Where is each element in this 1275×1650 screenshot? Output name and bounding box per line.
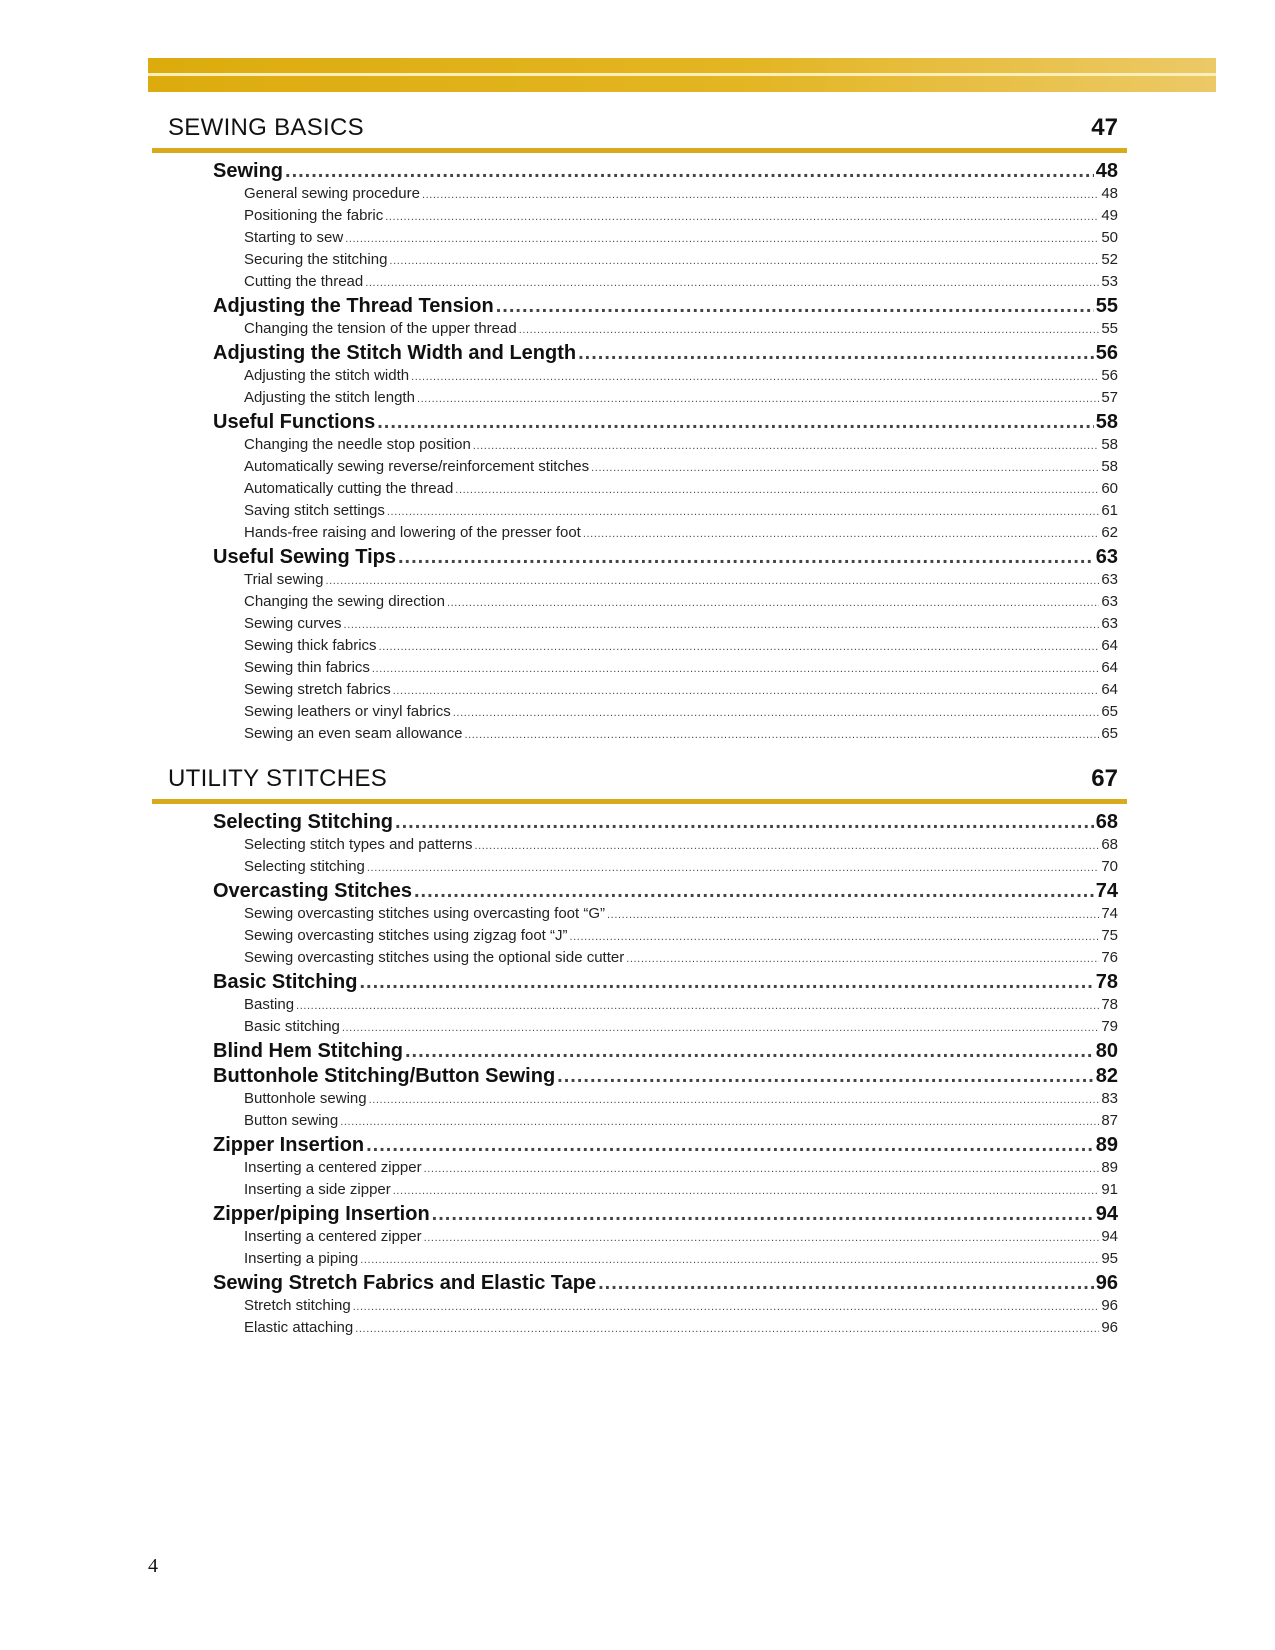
toc-entry-label: Stretch stitching <box>244 1297 351 1314</box>
toc-section-entry <box>213 1271 1118 1295</box>
toc-dot-leader <box>474 835 1099 857</box>
toc-dot-leader <box>417 388 1099 410</box>
chapter-sewing-basics <box>152 112 1127 745</box>
toc-subsection-entry <box>213 1088 1118 1110</box>
toc-entry-page: 48 <box>1101 185 1118 202</box>
toc-entry-label: Adjusting the Stitch Width and Length <box>213 342 577 364</box>
toc-subsection-entry <box>213 1110 1118 1132</box>
toc-section-entry <box>213 545 1118 569</box>
toc-entry-page: 89 <box>1095 1134 1118 1156</box>
toc-subsection-entry <box>213 478 1118 500</box>
toc-entry-page: 64 <box>1101 637 1118 654</box>
toc-dot-leader <box>607 904 1099 926</box>
toc-dot-leader <box>591 457 1099 479</box>
toc-dot-leader <box>372 658 1099 680</box>
toc-dot-leader <box>387 501 1099 523</box>
toc-dot-leader <box>359 970 1093 994</box>
toc-dot-leader <box>447 592 1099 614</box>
toc-subsection-entry <box>213 1248 1118 1270</box>
toc-section-entry <box>213 1064 1118 1088</box>
toc-entry-page: 63 <box>1101 615 1118 632</box>
toc-entry-page: 80 <box>1095 1040 1118 1062</box>
toc-entry-label: Button sewing <box>244 1112 339 1129</box>
toc-entry-label: Overcasting Stitches <box>213 880 412 902</box>
toc-entry-page: 58 <box>1095 411 1118 433</box>
toc-subsection-entry <box>213 1295 1118 1317</box>
toc-section-entry <box>213 159 1118 183</box>
toc-subsection-entry <box>213 434 1118 456</box>
toc-entry-page: 70 <box>1101 858 1118 875</box>
toc-dot-leader <box>598 1271 1094 1295</box>
toc-entry-label: Cutting the thread <box>244 273 364 290</box>
toc-entry-page: 96 <box>1101 1319 1118 1336</box>
toc-entry-label: Adjusting the stitch length <box>244 389 415 406</box>
toc-entry-label: Sewing <box>213 160 284 182</box>
toc-entry-page: 89 <box>1101 1159 1118 1176</box>
toc-dot-leader <box>369 1089 1100 1111</box>
toc-entry-page: 56 <box>1095 342 1118 364</box>
chapter-utility-stitches <box>152 763 1127 1339</box>
toc-dot-leader <box>455 479 1099 501</box>
toc-dot-leader <box>453 702 1100 724</box>
toc-dot-leader <box>398 545 1094 569</box>
toc-section-entry <box>213 341 1118 365</box>
toc-dot-leader <box>345 228 1099 250</box>
toc-dot-leader <box>432 1202 1094 1226</box>
toc-subsection-entry <box>213 205 1118 227</box>
toc-entry-page: 78 <box>1101 996 1118 1013</box>
toc-entry-label: Changing the sewing direction <box>244 593 445 610</box>
toc-entry-label: Sewing overcasting stitches using zigzag foot “J” <box>244 927 568 944</box>
toc-entry-page: 57 <box>1101 389 1118 406</box>
toc-dot-leader <box>473 435 1099 457</box>
toc-entry-page: 61 <box>1101 502 1118 519</box>
toc-subsection-entry <box>213 657 1118 679</box>
toc-entry-page: 76 <box>1101 949 1118 966</box>
toc-entry-label: Positioning the fabric <box>244 207 384 224</box>
toc-entry-label: Changing the tension of the upper thread <box>244 320 517 337</box>
toc-dot-leader <box>411 366 1099 388</box>
toc-section-entry <box>213 294 1118 318</box>
toc-entry-page: 49 <box>1101 207 1118 224</box>
toc-entry-page: 53 <box>1101 273 1118 290</box>
toc-subsection-entry <box>213 613 1118 635</box>
toc-entry-page: 91 <box>1101 1181 1118 1198</box>
toc-section-entry <box>213 1133 1118 1157</box>
toc-entry-page: 79 <box>1101 1018 1118 1035</box>
toc-entry-label: Hands-free raising and lowering of the presser foot <box>244 524 581 541</box>
toc-entry-label: Selecting stitch types and patterns <box>244 836 473 853</box>
toc-dot-leader <box>570 926 1100 948</box>
toc-entry-page: 94 <box>1095 1203 1118 1225</box>
chapter-page-number: 67 <box>1091 765 1118 792</box>
toc-dot-leader <box>578 341 1094 365</box>
toc-subsection-entry <box>213 500 1118 522</box>
toc-entry-label: Selecting Stitching <box>213 811 394 833</box>
toc-entry-page: 96 <box>1095 1272 1118 1294</box>
toc-entry-label: Useful Sewing Tips <box>213 546 396 568</box>
toc-entry-label: Automatically sewing reverse/reinforcement stitches <box>244 458 590 475</box>
toc-dot-leader <box>464 724 1099 746</box>
toc-entry-label: Sewing an even seam allowance <box>244 725 463 742</box>
toc-entry-label: Blind Hem Stitching <box>213 1040 403 1062</box>
toc-entry-label: General sewing procedure <box>244 185 420 202</box>
toc-entry-page: 55 <box>1095 295 1118 317</box>
toc-entry-label: Sewing stretch fabrics <box>244 681 391 698</box>
toc-entry-page: 74 <box>1101 905 1118 922</box>
toc-subsection-entry <box>213 522 1118 544</box>
page-number: 4 <box>148 1555 158 1577</box>
toc-subsection-entry <box>213 249 1118 271</box>
toc-subsection-entry <box>213 271 1118 293</box>
toc-entry-label: Adjusting the stitch width <box>244 367 410 384</box>
toc-entry-page: 65 <box>1101 725 1118 742</box>
chapter-heading <box>152 763 1127 804</box>
toc-subsection-entry <box>213 903 1118 925</box>
toc-entry-page: 52 <box>1101 251 1118 268</box>
toc-entry-page: 63 <box>1095 546 1118 568</box>
toc-dot-leader <box>360 1249 1099 1271</box>
toc-subsection-entry <box>213 834 1118 856</box>
toc-dot-leader <box>385 206 1099 228</box>
toc-section-entry <box>213 810 1118 834</box>
toc-entry-page: 48 <box>1095 160 1118 182</box>
toc-section-entry <box>213 410 1118 434</box>
toc-entry-page: 78 <box>1095 971 1118 993</box>
toc-entry-page: 55 <box>1101 320 1118 337</box>
toc-dot-leader <box>393 680 1100 702</box>
toc-entry-page: 63 <box>1101 593 1118 610</box>
toc-entry-page: 96 <box>1101 1297 1118 1314</box>
toc-dot-leader <box>325 570 1099 592</box>
toc-section-entry <box>213 1202 1118 1226</box>
toc-entry-page: 83 <box>1101 1090 1118 1107</box>
toc-entry-label: Basting <box>244 996 295 1013</box>
toc-entry-label: Useful Functions <box>213 411 376 433</box>
toc-subsection-entry <box>213 723 1118 745</box>
toc-entry-page: 63 <box>1101 571 1118 588</box>
toc-subsection-entry <box>213 679 1118 701</box>
toc-entry-page: 56 <box>1101 367 1118 384</box>
toc-entry-label: Starting to sew <box>244 229 344 246</box>
toc-subsection-entry <box>213 1157 1118 1179</box>
toc-dot-leader <box>626 948 1099 970</box>
toc-dot-leader <box>342 1017 1099 1039</box>
toc-entry-label: Basic stitching <box>244 1018 340 1035</box>
toc-entry-label: Inserting a piping <box>244 1250 359 1267</box>
toc-entry-label: Automatically cutting the thread <box>244 480 454 497</box>
toc-entry-page: 64 <box>1101 681 1118 698</box>
toc-dot-leader <box>296 995 1099 1017</box>
toc-entry-label: Sewing Stretch Fabrics and Elastic Tape <box>213 1272 597 1294</box>
chapter-entries <box>152 810 1127 1339</box>
toc-subsection-entry <box>213 318 1118 340</box>
header-band-stripe <box>148 73 1216 76</box>
toc-subsection-entry <box>213 1016 1118 1038</box>
toc-entry-page: 74 <box>1095 880 1118 902</box>
toc-entry-label: Sewing thick fabrics <box>244 637 377 654</box>
toc-entry-page: 58 <box>1101 436 1118 453</box>
toc-entry-label: Sewing leathers or vinyl fabrics <box>244 703 451 720</box>
toc-dot-leader <box>285 159 1094 183</box>
toc-entry-label: Inserting a centered zipper <box>244 1159 422 1176</box>
toc-entry-label: Saving stitch settings <box>244 502 385 519</box>
toc-entry-label: Sewing curves <box>244 615 342 632</box>
toc-dot-leader <box>377 410 1094 434</box>
toc-entry-page: 60 <box>1101 480 1118 497</box>
toc-subsection-entry <box>213 456 1118 478</box>
chapter-heading <box>152 112 1127 153</box>
toc-entry-label: Changing the needle stop position <box>244 436 471 453</box>
toc-dot-leader <box>422 184 1099 206</box>
toc-entry-label: Trial sewing <box>244 571 324 588</box>
toc-dot-leader <box>366 1133 1094 1157</box>
toc-entry-label: Selecting stitching <box>244 858 365 875</box>
toc-dot-leader <box>395 810 1094 834</box>
toc-entry-page: 65 <box>1101 703 1118 720</box>
toc-subsection-entry <box>213 227 1118 249</box>
toc-entry-label: Buttonhole sewing <box>244 1090 367 1107</box>
toc-dot-leader <box>557 1064 1094 1088</box>
toc-entry-label: Sewing thin fabrics <box>244 659 370 676</box>
toc-dot-leader <box>367 857 1099 879</box>
toc-dot-leader <box>424 1227 1100 1249</box>
toc-subsection-entry <box>213 365 1118 387</box>
toc-dot-leader <box>344 614 1100 636</box>
toc-dot-leader <box>424 1158 1100 1180</box>
toc-subsection-entry <box>213 994 1118 1016</box>
toc-dot-leader <box>389 250 1099 272</box>
toc-entry-label: Adjusting the Thread Tension <box>213 295 494 317</box>
toc-entry-page: 68 <box>1095 811 1118 833</box>
toc-entry-page: 64 <box>1101 659 1118 676</box>
toc-dot-leader <box>340 1111 1099 1133</box>
toc-entry-page: 68 <box>1101 836 1118 853</box>
toc-subsection-entry <box>213 387 1118 409</box>
toc-subsection-entry <box>213 183 1118 205</box>
toc-dot-leader <box>353 1296 1100 1318</box>
toc-entry-label: Zipper Insertion <box>213 1134 365 1156</box>
chapter-entries <box>152 159 1127 745</box>
toc-dot-leader <box>405 1039 1094 1063</box>
toc-entry-label: Elastic attaching <box>244 1319 354 1336</box>
toc-entry-label: Inserting a centered zipper <box>244 1228 422 1245</box>
chapter-title: UTILITY STITCHES <box>168 765 388 792</box>
toc-dot-leader <box>379 636 1100 658</box>
toc-subsection-entry <box>213 856 1118 878</box>
toc-entry-label: Inserting a side zipper <box>244 1181 391 1198</box>
toc-entry-page: 62 <box>1101 524 1118 541</box>
toc-dot-leader <box>393 1180 1100 1202</box>
chapter-title: SEWING BASICS <box>168 114 364 141</box>
chapter-page-number: 47 <box>1091 114 1118 141</box>
toc-subsection-entry <box>213 635 1118 657</box>
toc-subsection-entry <box>213 591 1118 613</box>
toc-section-entry <box>213 1039 1118 1063</box>
toc-section-entry <box>213 970 1118 994</box>
toc-entry-page: 94 <box>1101 1228 1118 1245</box>
toc-entry-page: 58 <box>1101 458 1118 475</box>
toc-entry-label: Sewing overcasting stitches using the optional side cutter <box>244 949 625 966</box>
toc-entry-page: 50 <box>1101 229 1118 246</box>
toc-entry-page: 95 <box>1101 1250 1118 1267</box>
toc-dot-leader <box>355 1318 1099 1340</box>
toc-entry-label: Securing the stitching <box>244 251 388 268</box>
toc-section-entry <box>213 879 1118 903</box>
toc-dot-leader <box>414 879 1094 903</box>
toc-entry-page: 87 <box>1101 1112 1118 1129</box>
toc-subsection-entry <box>213 1317 1118 1339</box>
toc-dot-leader <box>365 272 1099 294</box>
toc-subsection-entry <box>213 1179 1118 1201</box>
toc-dot-leader <box>519 319 1100 341</box>
toc-entry-label: Sewing overcasting stitches using overcasting foot “G” <box>244 905 606 922</box>
toc-subsection-entry <box>213 569 1118 591</box>
toc-entry-page: 82 <box>1095 1065 1118 1087</box>
toc-subsection-entry <box>213 925 1118 947</box>
toc-subsection-entry <box>213 1226 1118 1248</box>
toc-entry-label: Basic Stitching <box>213 971 358 993</box>
toc-dot-leader <box>496 294 1094 318</box>
toc-entry-page: 75 <box>1101 927 1118 944</box>
toc-subsection-entry <box>213 701 1118 723</box>
toc-entry-label: Zipper/piping Insertion <box>213 1203 430 1225</box>
toc-dot-leader <box>583 523 1099 545</box>
toc-entry-label: Buttonhole Stitching/Button Sewing <box>213 1065 556 1087</box>
toc-subsection-entry <box>213 947 1118 969</box>
